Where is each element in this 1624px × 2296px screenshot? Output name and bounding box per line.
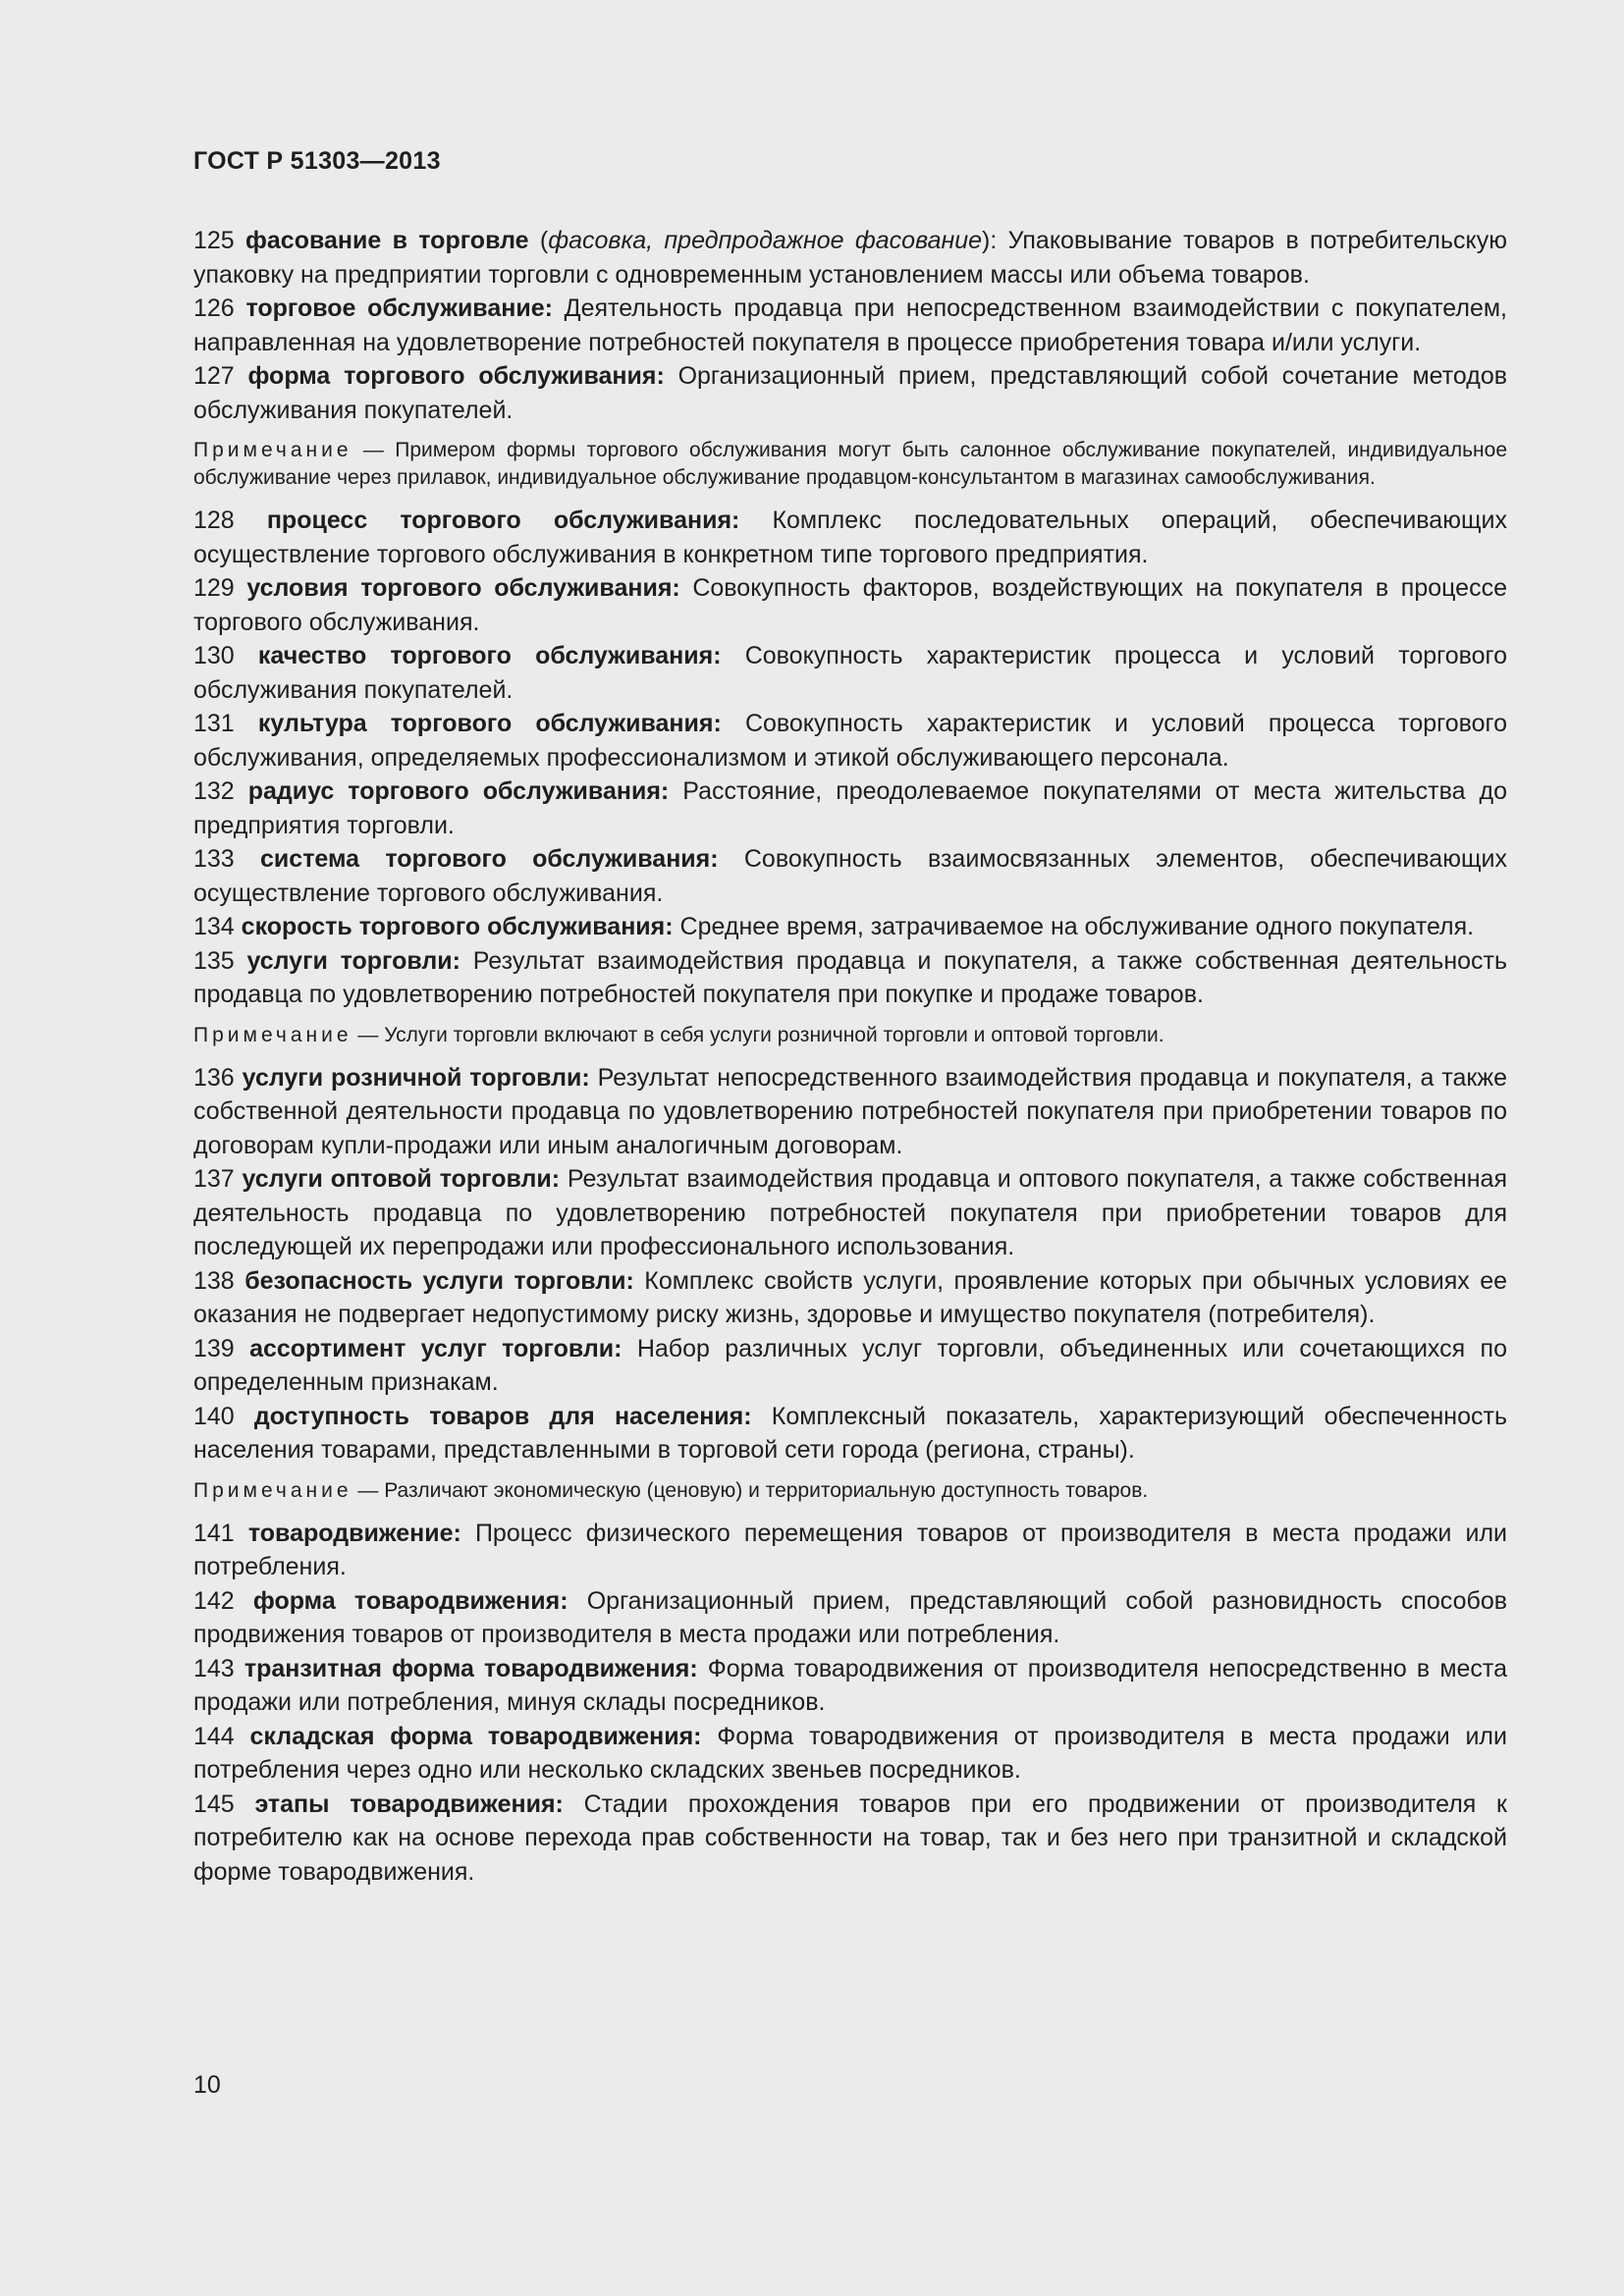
term-entry xyxy=(193,1162,1507,1264)
entry-number: 134 xyxy=(193,913,235,940)
entry-definition: Организационный прием, представляющий собой разновидность способов продвижения товаров от производителя в места продажи или потребления. xyxy=(193,1586,1507,1648)
entry-definition: Стадии прохождения товаров при его продвижении от производителя к потребителю как на основе перехода прав собственности на товар, так и без него при транзитной и складской форме товародвижения. xyxy=(193,1789,1507,1886)
entry-definition: Набор различных услуг торговли, объединенных или сочетающихся по определенным признакам. xyxy=(193,1334,1507,1396)
entry-term: доступность товаров для населения: xyxy=(253,1402,752,1430)
entry-number: 135 xyxy=(193,946,235,975)
entry-number: 145 xyxy=(193,1789,235,1818)
entry-number: 128 xyxy=(193,507,235,534)
entry-term: процесс торгового обслуживания: xyxy=(266,507,740,534)
term-entry xyxy=(193,359,1507,427)
term-entry xyxy=(193,1584,1507,1652)
entry-number: 126 xyxy=(193,294,235,322)
note-label: Примечание xyxy=(193,1023,352,1046)
entry-number: 138 xyxy=(193,1266,235,1295)
term-entry xyxy=(193,1788,1507,1890)
entry-number: 144 xyxy=(193,1722,235,1750)
entry-definition: Упаковывание товаров в потребительскую упаковку на предприятии торговли с одновременным установлением массы или объема товаров. xyxy=(193,227,1508,289)
entry-definition: Результат непосредственного взаимодействия продавца и покупателя, а также собственной деятельности продавца по удовлетворению потребностей покупателя при приобретении товаров по договорам купли-продажи или иным аналогичным договорам. xyxy=(193,1063,1507,1159)
term-entry xyxy=(193,1720,1507,1788)
entry-term: система торгового обслуживания: xyxy=(260,845,719,873)
entry-synonym-open: ( xyxy=(528,227,549,254)
entry-number: 127 xyxy=(193,362,235,390)
document-body xyxy=(193,224,1507,1889)
entry-term: качество торгового обслуживания: xyxy=(257,642,722,669)
entry-term: скорость торгового обслуживания: xyxy=(241,913,674,940)
entry-term: фасование в торговле xyxy=(245,227,529,254)
entry-definition: Совокупность факторов, воздействующих на покупателя в процессе торгового обслуживания. xyxy=(193,574,1507,636)
note-label: Примечание xyxy=(193,1478,352,1502)
entry-number: 142 xyxy=(193,1586,235,1615)
entry-definition: Результат взаимодействия продавца и оптового покупателя, а также собственная деятельность продавца по удовлетворению потребностей покупателя при приобретении товаров для последующей их перепродажи или профессионального использования. xyxy=(193,1165,1507,1260)
entry-term: торговое обслуживание: xyxy=(245,294,553,322)
entry-term: транзитная форма товародвижения: xyxy=(244,1654,698,1682)
note xyxy=(193,437,1507,492)
entry-term: культура торгового обслуживания: xyxy=(257,710,722,737)
entry-number: 129 xyxy=(193,574,235,602)
term-entry xyxy=(193,707,1507,774)
entry-definition: Результат взаимодействия продавца и покупателя, а также собственная деятельность продавца по удовлетворению потребностей покупателя при покупке и продаже товаров. xyxy=(193,946,1508,1008)
note-text: — Услуги торговли включают в себя услуги розничной торговли и оптовой торговли. xyxy=(352,1023,1164,1046)
note-label: Примечание xyxy=(193,439,352,461)
entry-number: 143 xyxy=(193,1654,235,1682)
entry-number: 125 xyxy=(193,227,235,254)
term-entry xyxy=(193,1061,1507,1163)
entry-number: 130 xyxy=(193,642,235,669)
entry-definition: Комплекс свойств услуги, проявление которых при обычных условиях ее оказания не подвергает недопустимому риску жизнь, здоровье и имущество покупателя (потребителя). xyxy=(193,1266,1508,1328)
term-entry xyxy=(193,639,1507,707)
document-header: ГОСТ Р 51303—2013 xyxy=(193,147,441,175)
term-entry xyxy=(193,1517,1507,1584)
entry-term: условия торгового обслуживания: xyxy=(246,574,680,602)
entry-synonym-close: ): xyxy=(982,227,998,254)
term-entry xyxy=(193,224,1507,292)
entry-definition: Процесс физического перемещения товаров от производителя в места продажи или потребления. xyxy=(193,1519,1508,1580)
entry-definition: Комплексный показатель, характеризующий обеспеченность населения товарами, представленными в торговой сети города (региона, страны). xyxy=(193,1402,1507,1464)
entry-number: 137 xyxy=(193,1165,235,1193)
term-entry xyxy=(193,1400,1507,1468)
entry-term: складская форма товародвижения: xyxy=(249,1722,702,1750)
entry-definition: Деятельность продавца при непосредственном взаимодействии с покупателем, направленная на удовлетворение потребностей покупателя в процессе приобретения товара и/или услуги. xyxy=(193,294,1507,356)
entry-number: 140 xyxy=(193,1402,235,1430)
term-entry xyxy=(193,1264,1507,1332)
entry-definition: Форма товародвижения от производителя в места продажи или потребления через одно или несколько складских звеньев посредников. xyxy=(193,1722,1507,1784)
entry-term: радиус торгового обслуживания: xyxy=(247,777,670,805)
entry-number: 136 xyxy=(193,1063,235,1092)
entry-number: 141 xyxy=(193,1519,235,1547)
entry-definition: Совокупность взаимосвязанных элементов, обеспечивающих осуществление торгового обслуживания. xyxy=(193,845,1507,907)
entry-definition: Среднее время, затрачиваемое на обслуживание одного покупателя. xyxy=(673,913,1475,940)
note xyxy=(193,1477,1507,1505)
note-text: — Различают экономическую (ценовую) и территориальную доступность товаров. xyxy=(352,1478,1149,1502)
entry-term: форма торгового обслуживания: xyxy=(247,362,665,390)
entry-term: ассортимент услуг торговли: xyxy=(249,1334,623,1362)
entry-definition: Совокупность характеристик и условий процесса торгового обслуживания, определяемых профессионализмом и этикой обслуживающего персонала. xyxy=(193,710,1508,772)
term-entry xyxy=(193,292,1507,359)
entry-term: услуги оптовой торговли: xyxy=(242,1165,561,1193)
entry-definition: Организационный прием, представляющий собой сочетание методов обслуживания покупателей. xyxy=(193,362,1508,424)
entry-definition: Форма товародвижения от производителя непосредственно в места продажи или потребления, минуя склады посредников. xyxy=(193,1654,1507,1716)
term-entry xyxy=(193,1652,1507,1720)
entry-number: 139 xyxy=(193,1334,235,1362)
term-entry xyxy=(193,504,1507,571)
entry-term: услуги розничной торговли: xyxy=(242,1063,590,1092)
entry-synonyms: фасовка, предпродажное фасование xyxy=(548,227,983,254)
entry-number: 132 xyxy=(193,777,235,805)
entry-term: безопасность услуги торговли: xyxy=(244,1266,634,1295)
entry-definition: Совокупность характеристик процесса и условий торгового обслуживания покупателей. xyxy=(193,642,1508,704)
entry-number: 133 xyxy=(193,845,235,873)
entry-term: товародвижение: xyxy=(247,1519,461,1547)
entry-term: форма товародвижения: xyxy=(252,1586,568,1615)
entry-definition: Расстояние, преодолеваемое покупателями от места жительства до предприятия торговли. xyxy=(193,777,1507,839)
term-entry xyxy=(193,842,1507,910)
entry-number: 131 xyxy=(193,710,235,737)
note xyxy=(193,1022,1507,1049)
entry-term: услуги торговли: xyxy=(246,946,460,975)
note-text: — Примером формы торгового обслуживания могут быть салонное обслуживание покупателей, индивидуальное обслуживание через прилавок, индивидуальное обслуживание продавцом-консультантом в магазинах самообслуживания. xyxy=(193,439,1507,489)
term-entry xyxy=(193,774,1507,842)
entry-term: этапы товародвижения: xyxy=(254,1789,564,1818)
page-number: 10 xyxy=(193,2071,221,2099)
term-entry xyxy=(193,910,1507,944)
entry-definition: Комплекс последовательных операций, обеспечивающих осуществление торгового обслуживания в конкретном типе торгового предприятия. xyxy=(193,507,1507,568)
term-entry xyxy=(193,944,1507,1012)
term-entry xyxy=(193,571,1507,639)
term-entry xyxy=(193,1332,1507,1400)
